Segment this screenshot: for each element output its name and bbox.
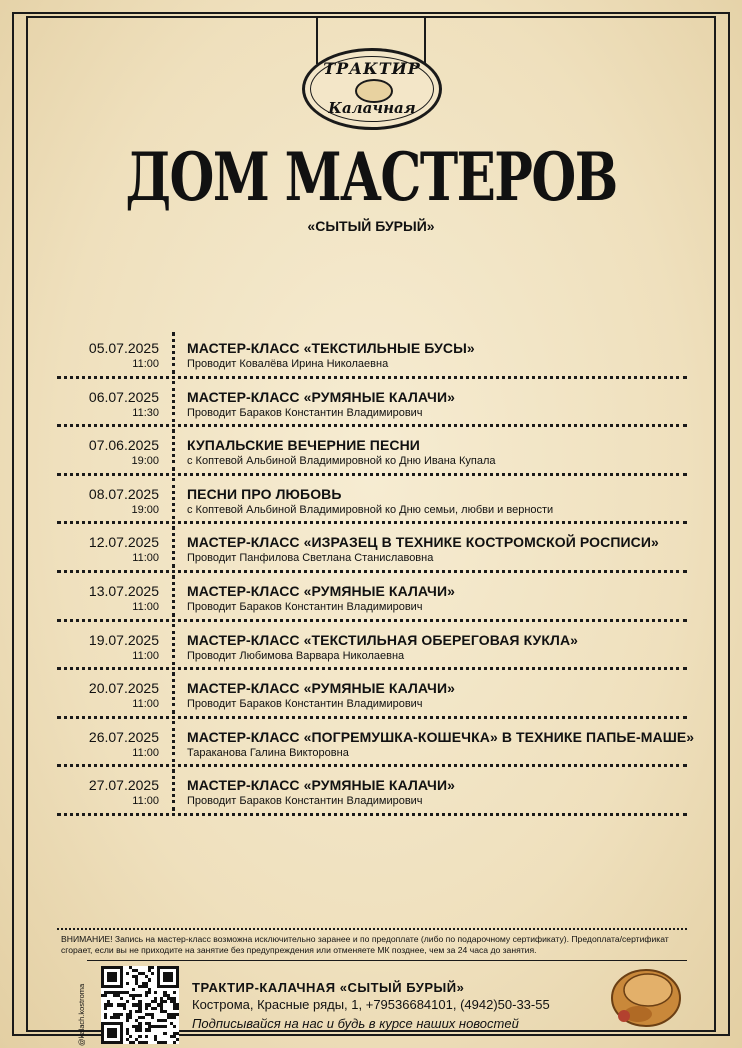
event-host: Проводит Бараков Константин Владимирович [187,698,423,711]
event-host: с Коптевой Альбиной Владимировной ко Дню Ивана Купала [187,455,496,468]
event-time: 11:00 [132,698,159,711]
row-divider [172,721,175,763]
event-date: 06.07.2025 [88,388,159,405]
event-time: 11:30 [132,406,159,419]
event-time: 19:00 [131,503,159,516]
row-divider [172,672,175,714]
schedule-row [57,427,687,476]
event-date: 08.07.2025 [88,485,159,502]
event-time: 11:00 [132,358,159,370]
event-title: КУПАЛЬСКИЕ ВЕЧЕРНИЕ ПЕСНИ [187,437,420,454]
row-divider [172,332,175,374]
logo-hanger-left [316,16,318,64]
instagram-handle[interactable]: @kalach.kostroma [77,983,86,1046]
event-date: 12.07.2025 [88,534,159,551]
event-host: Тараканова Галина Викторовна [187,746,349,759]
event-time: 11:00 [132,552,159,565]
row-divider [172,769,175,811]
footer-subscribe: Подписывайся на нас и будь в курсе наших новостей [192,1016,519,1031]
event-date: 27.07.2025 [88,777,159,794]
row-divider [172,429,175,471]
event-date: 13.07.2025 [88,582,159,599]
footer-address: Кострома, Красные ряды, 1, +79536684101, (4942)50-33-55 [192,997,550,1012]
event-date: 19.07.2025 [88,631,159,648]
qr-code[interactable] [101,966,179,1044]
event-title: МАСТЕР-КЛАСС «ПОГРЕМУШКА-КОШЕЧКА» В ТЕХНИКЕ ПАПЬЕ-МАШЕ» [187,728,695,745]
schedule-row [57,719,695,768]
schedule-row [57,330,687,379]
event-host: Проводит Бараков Константин Владимирович [187,795,423,808]
event-time: 11:00 [132,649,159,662]
page-title: ДОМ МАСТЕРОВ [125,138,617,216]
schedule-row [57,476,687,525]
event-host: Проводит Бараков Константин Владимирович [187,600,423,613]
row-divider [172,575,175,617]
event-host: Проводит Панфилова Светлана Станиславовна [187,552,434,565]
event-title: МАСТЕР-КЛАСС «РУМЯНЫЕ КАЛАЧИ» [187,388,456,405]
event-time: 11:00 [132,746,159,759]
event-title: МАСТЕР-КЛАСС «ТЕКСТИЛЬНАЯ ОБЕРЕГОВАЯ КУКЛА» [187,631,579,648]
row-divider [172,381,175,423]
event-title: ПЕСНИ ПРО ЛЮБОВЬ [187,485,342,502]
notice-text: ВНИМАНИЕ! Запись на мастер-класс возможна исключительно заранее и по предоплате (либо по подарочному сертификату). Предоплата/сертификат сгорает, если вы не приходите на занятие без предупреждения или отменяете МК позднее, чем за 24 часа до занятия. [61,934,669,955]
kalach-bread-image [608,956,684,1032]
event-host: Проводит Бараков Константин Владимирович [187,406,423,419]
event-host: с Коптевой Альбиной Владимировной ко Дню семьи, любви и верности [187,503,554,516]
event-date: 26.07.2025 [88,728,159,745]
event-title: МАСТЕР-КЛАСС «РУМЯНЫЕ КАЛАЧИ» [187,680,456,697]
event-date: 20.07.2025 [88,680,159,697]
footer-separator [87,960,687,961]
schedule-row [57,670,687,719]
event-title: МАСТЕР-КЛАСС «ТЕКСТИЛЬНЫЕ БУСЫ» [187,340,475,356]
event-host: Проводит Любимова Варвара Николаевна [187,649,405,662]
event-title: МАСТЕР-КЛАСС «РУМЯНЫЕ КАЛАЧИ» [187,582,456,599]
row-divider [172,478,175,520]
schedule-list [57,330,695,816]
schedule-row [57,622,687,671]
event-time: 19:00 [131,455,159,468]
notice-separator [57,928,687,930]
logo-hanger-right [424,16,426,64]
event-host: Проводит Ковалёва Ирина Николаевна [187,358,389,370]
row-divider [172,624,175,666]
page-subtitle: «СЫТЫЙ БУРЫЙ» [307,218,435,234]
schedule-row [57,379,687,428]
event-date: 05.07.2025 [88,340,159,356]
logo-top-text: ТРАКТИР [323,59,421,78]
logo-emblem [302,48,442,130]
row-divider [172,526,175,568]
logo-bottom-text: Калачная [328,99,416,117]
schedule-row [57,573,687,622]
event-time: 11:00 [132,600,159,613]
footer-venue-name: ТРАКТИР-КАЛАЧНАЯ «СЫТЫЙ БУРЫЙ» [192,980,465,995]
schedule-row [57,524,687,573]
event-time: 11:00 [132,795,159,808]
event-date: 07.06.2025 [88,437,159,454]
schedule-row [57,767,687,816]
event-title: МАСТЕР-КЛАСС «РУМЯНЫЕ КАЛАЧИ» [187,777,456,794]
event-title: МАСТЕР-КЛАСС «ИЗРАЗЕЦ В ТЕХНИКЕ КОСТРОМСКОЙ РОСПИСИ» [187,534,659,551]
